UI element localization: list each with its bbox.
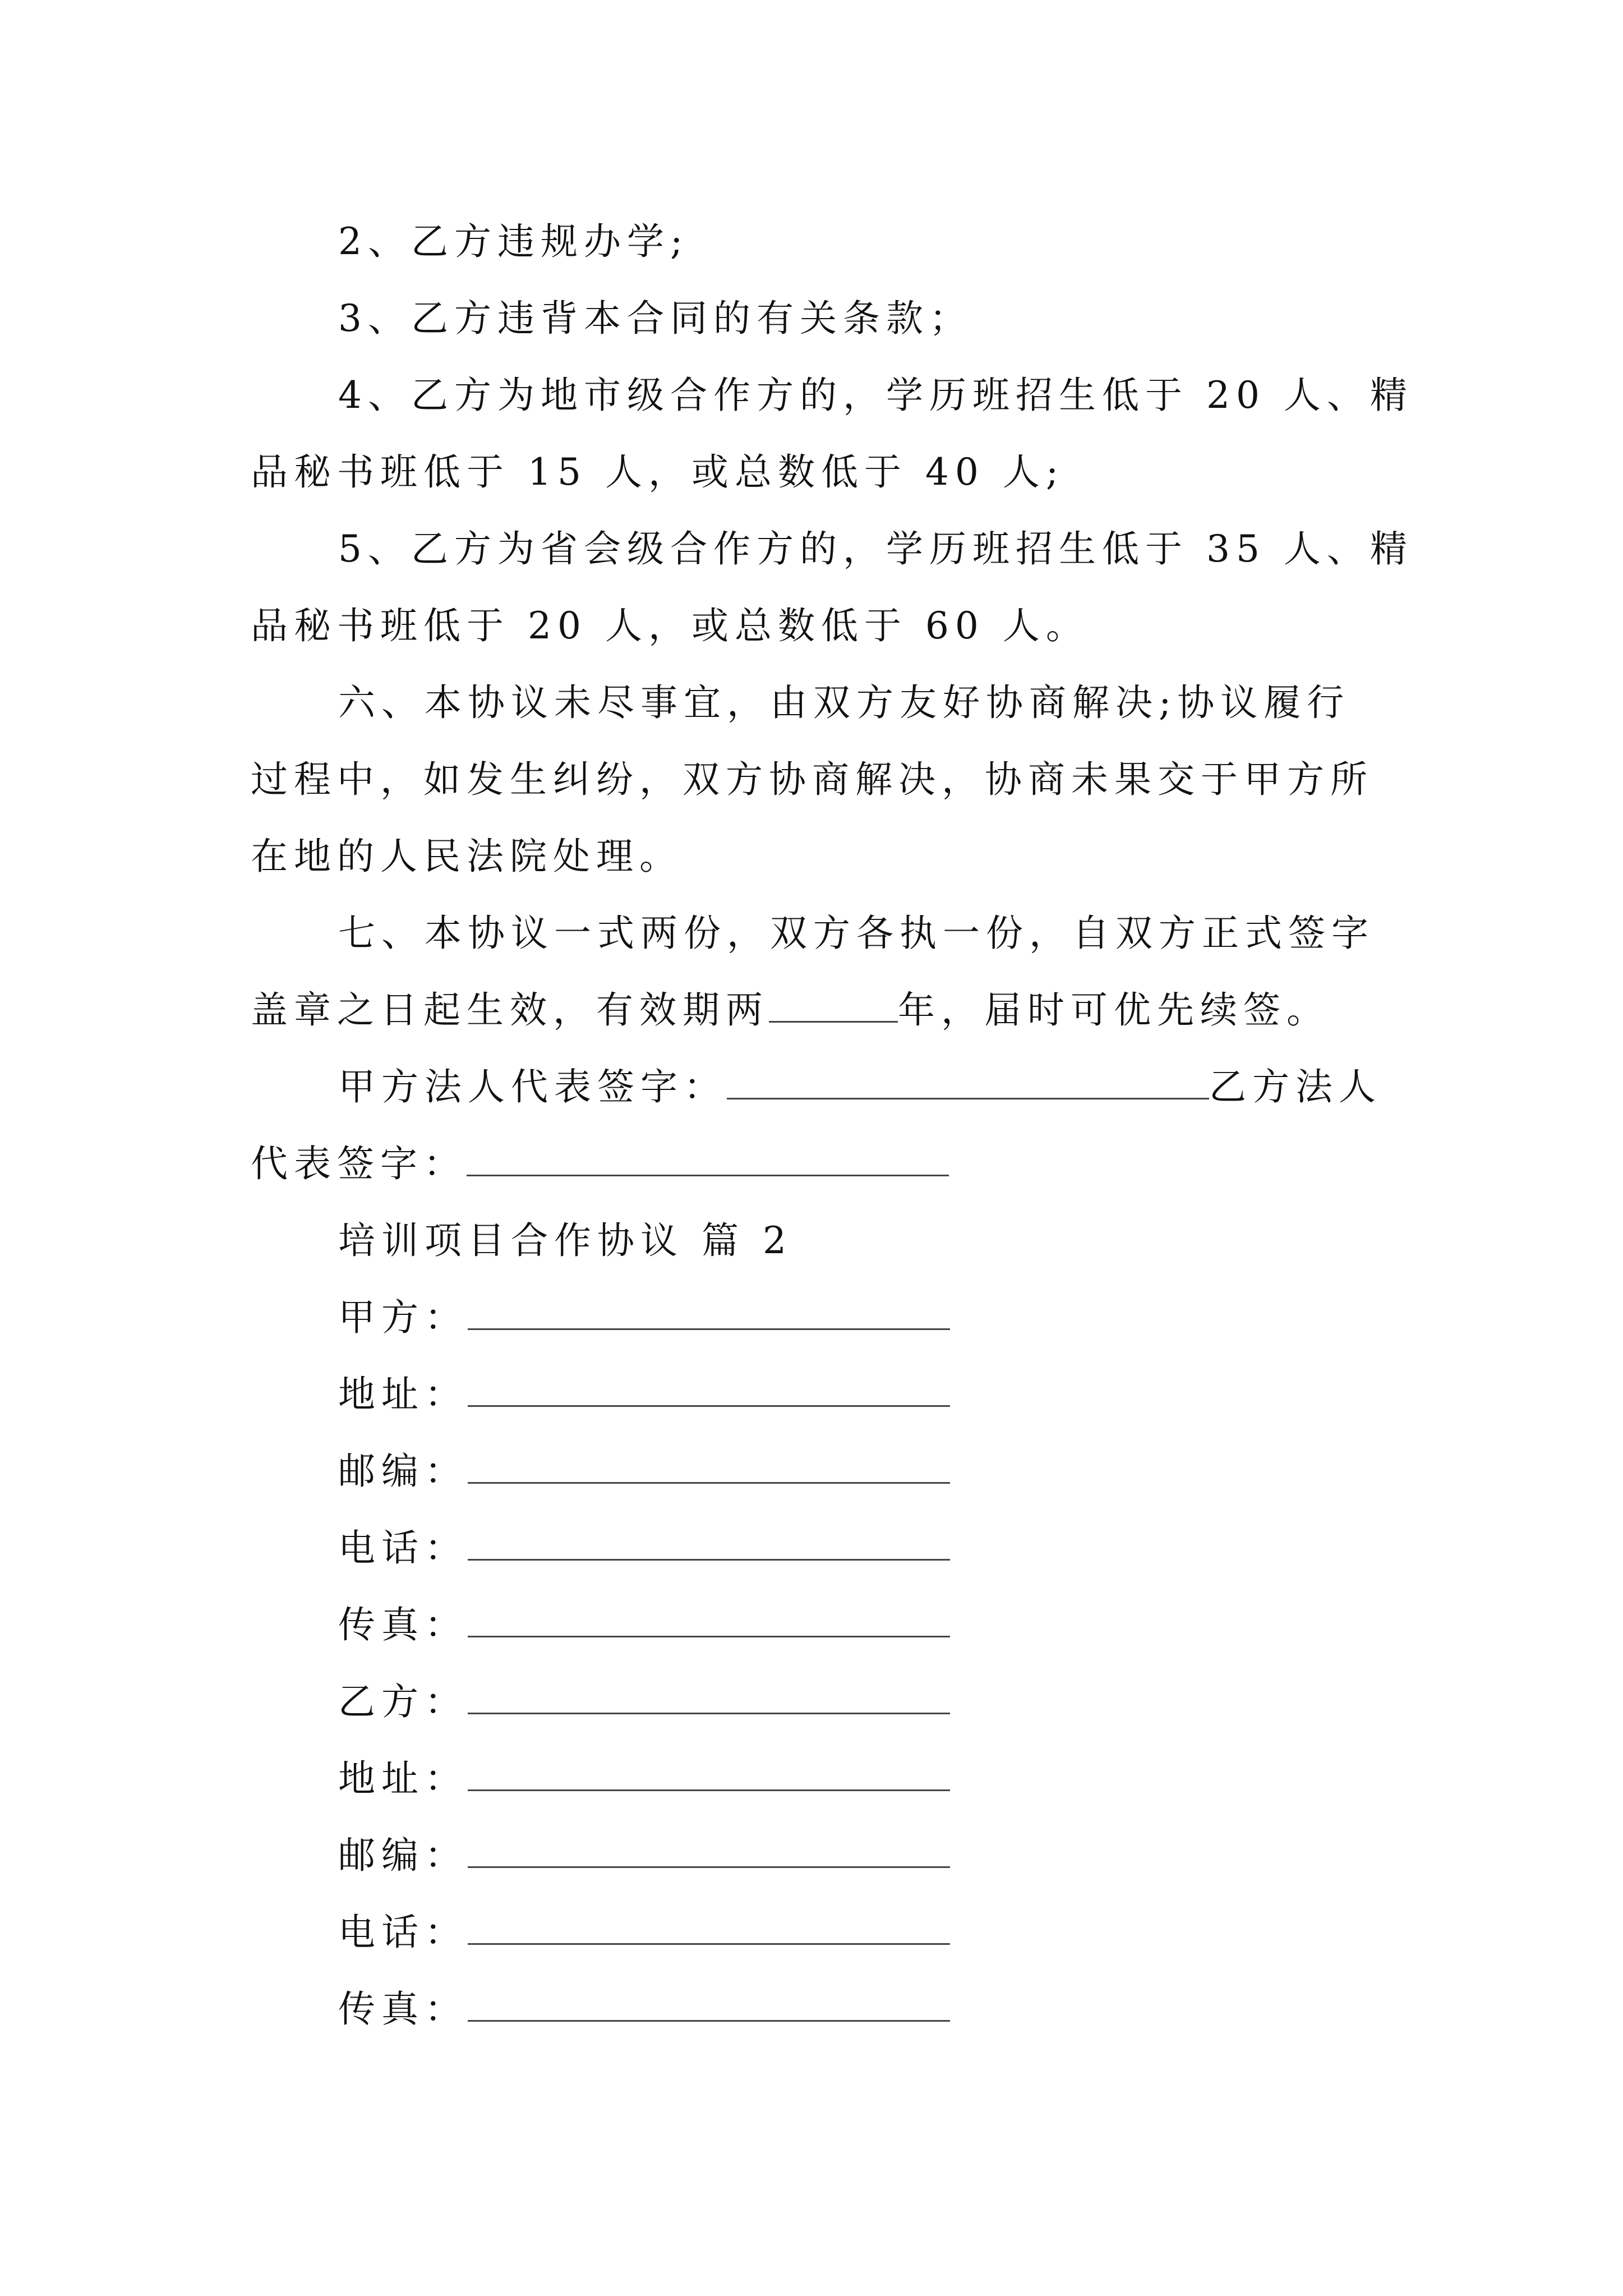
field-row xyxy=(251,1817,1372,1894)
validity-years-blank[interactable] xyxy=(769,990,898,1023)
field-label: 邮编： xyxy=(338,1450,468,1493)
item-4 xyxy=(251,357,1413,510)
clause-6-line-3: 在地的人民法院处理。 xyxy=(251,835,683,878)
field-row xyxy=(251,1586,1372,1663)
clause-7-text-a: 盖章之日起生效，有效期两 xyxy=(251,988,769,1032)
field-label: 电话： xyxy=(338,1911,468,1954)
document-body xyxy=(251,203,1413,2047)
item-5-line-2: 品秘书班低于 20 人，或总数低于 60 人。 xyxy=(251,604,1089,647)
clause-7-line-1: 七、本协议一式两份，双方各执一份，自双方正式签字 xyxy=(338,912,1375,955)
item-3: 3、乙方违背本合同的有关条款； xyxy=(338,297,972,340)
party-a-signature-blank[interactable] xyxy=(727,1067,1209,1099)
clause-6 xyxy=(251,664,1372,895)
party-b-signature-label-a: 乙方法人 xyxy=(1209,1065,1382,1108)
field-label: 电话： xyxy=(338,1526,468,1570)
field-row xyxy=(251,1971,1372,2047)
section-2-fields xyxy=(251,1279,1372,2047)
party-a-signature-label: 甲方法人代表签字： xyxy=(338,1065,727,1108)
item-5-line-1: 5、乙方为省会级合作方的，学历班招生低于 35 人、精 xyxy=(338,527,1413,570)
signature-line-1 xyxy=(251,1048,1382,1125)
field-blank[interactable] xyxy=(468,1989,950,2022)
field-blank[interactable] xyxy=(468,1682,950,1714)
item-5 xyxy=(251,510,1413,664)
item-4-line-2: 品秘书班低于 15 人，或总数低于 40 人; xyxy=(251,450,1065,494)
item-2: 2、乙方违规办学; xyxy=(338,220,689,263)
field-label: 传真： xyxy=(338,1987,468,2031)
clause-7-text-b: 年，届时可优先续签。 xyxy=(898,988,1330,1032)
section-2-title: 培训项目合作协议 篇 2 xyxy=(338,1219,792,1262)
clause-7 xyxy=(251,895,1375,1048)
field-label: 地址： xyxy=(338,1373,468,1416)
field-row xyxy=(251,1433,1372,1510)
field-label: 传真： xyxy=(338,1603,468,1646)
field-blank[interactable] xyxy=(468,1912,950,1945)
field-blank[interactable] xyxy=(468,1528,950,1561)
field-label: 乙方： xyxy=(338,1680,468,1723)
field-blank[interactable] xyxy=(468,1451,950,1484)
field-label: 甲方： xyxy=(338,1296,468,1339)
field-blank[interactable] xyxy=(468,1374,950,1407)
clause-6-line-2: 过程中，如发生纠纷，双方协商解决，协商未果交于甲方所 xyxy=(251,758,1373,801)
field-row xyxy=(251,1510,1372,1586)
clause-7-line-2 xyxy=(251,972,1372,1048)
field-blank[interactable] xyxy=(468,1297,950,1330)
field-label: 邮编： xyxy=(338,1834,468,1877)
field-blank[interactable] xyxy=(468,1759,950,1791)
signature-block xyxy=(251,1048,1382,1202)
item-4-line-1: 4、乙方为地市级合作方的，学历班招生低于 20 人、精 xyxy=(338,374,1413,417)
clause-6-line-1: 六、本协议未尽事宜，由双方友好协商解决;协议履行 xyxy=(338,681,1350,724)
field-label: 地址： xyxy=(338,1757,468,1800)
field-row xyxy=(251,1279,1372,1356)
signature-line-2 xyxy=(251,1125,1372,1202)
party-b-signature-label-b: 代表签字： xyxy=(251,1142,467,1185)
field-row xyxy=(251,1356,1372,1433)
field-row xyxy=(251,1663,1372,1740)
field-row xyxy=(251,1894,1372,1971)
field-row xyxy=(251,1740,1372,1817)
field-blank[interactable] xyxy=(468,1605,950,1637)
field-blank[interactable] xyxy=(468,1835,950,1868)
party-b-signature-blank[interactable] xyxy=(467,1144,949,1176)
